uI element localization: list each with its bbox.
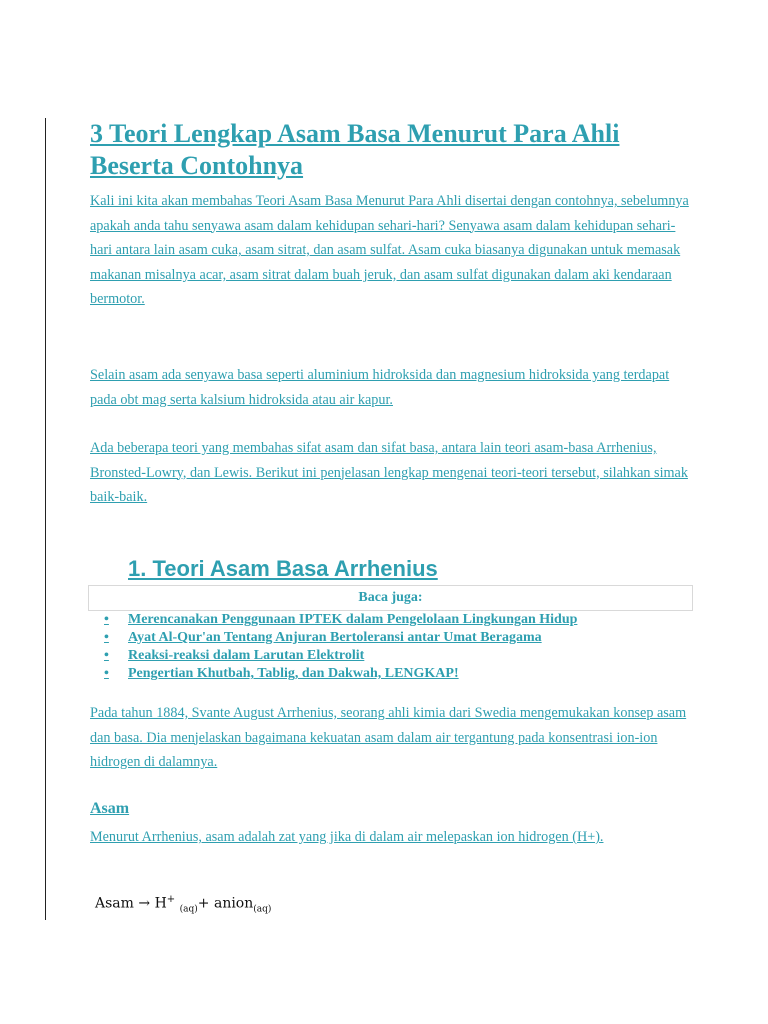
intro-paragraph[interactable]: Kali ini kita akan membahas Teori Asam Basa Menurut Para Ahli disertai dengan contohnya, sebelumnya apakah anda tahu senyawa asam dalam kehidupan sehari-hari? Senyawa asam dalam kehidupan sehari-hari antara lain asam cuka, asam sitrat, dan asam sulfat. Asam cuka biasanya digunakan untuk memasak makanan misalnya acar, asam sitrat dalam buah jeruk, dan asam sulfat digunakan dalam aki kendaraan bermotor. — [90, 193, 689, 308]
basa-paragraph[interactable]: Selain asam ada senyawa basa seperti aluminium hidroksida dan magnesium hidroksida yang terdapat pada obt mag serta kalsium hidroksida atau air kapur. — [90, 367, 670, 408]
acid-equation — [95, 894, 271, 914]
list-item[interactable] — [104, 629, 684, 647]
asam-definition[interactable]: Menurut Arrhenius, asam adalah zat yang jika di dalam air melepaskan ion hidrogen (H+). — [90, 829, 604, 845]
bullet-icon: • — [104, 612, 109, 627]
section-heading-arrhenius[interactable]: 1. Teori Asam Basa Arrhenius — [128, 556, 438, 581]
teori-paragraph[interactable]: Ada beberapa teori yang membahas sifat asam dan sifat basa, antara lain teori asam-basa Arrhenius, Bronsted-Lowry, dan Lewis. Berikut ini penjelasan lengkap mengenai teori-teori tersebut, silahkan simak baik-baik. — [90, 440, 688, 506]
equation-anion: anion — [213, 895, 254, 912]
baca-juga-box — [88, 585, 693, 611]
list-item[interactable] — [104, 665, 684, 683]
list-item[interactable] — [104, 611, 684, 629]
equation-lhs: Asam — [95, 895, 134, 912]
arrhenius-paragraph[interactable]: Pada tahun 1884, Svante August Arrhenius, seorang ahli kimia dari Swedia mengemukakan konsep asam dan basa. Dia menjelaskan bagaimana kekuatan asam dalam air tergantung pada konsentrasi ion-ion hidrogen di dalamnya. — [90, 705, 687, 771]
article — [90, 118, 690, 915]
baca-juga-title: Baca juga: — [358, 590, 423, 605]
equation-h-sup: + — [166, 894, 176, 905]
asam-heading[interactable]: Asam — [90, 800, 130, 817]
equation-anion-sub: (aq) — [253, 904, 272, 915]
article-title[interactable]: 3 Teori Lengkap Asam Basa Menurut Para Ahli Beserta Contohnya — [90, 119, 620, 180]
equation-plus: + — [197, 895, 210, 912]
arrow-icon: → — [138, 895, 151, 912]
bullet-icon: • — [104, 648, 109, 663]
related-link[interactable]: Merencanakan Penggunaan IPTEK dalam Pengelolaan Lingkungan Hidup — [128, 612, 578, 627]
baca-juga-list — [104, 611, 684, 683]
bullet-icon: • — [104, 630, 109, 645]
related-link[interactable]: Ayat Al-Qur'an Tentang Anjuran Bertoleransi antar Umat Beragama — [128, 630, 542, 645]
related-link[interactable]: Reaksi-reaksi dalam Larutan Elektrolit — [128, 648, 365, 663]
related-link[interactable]: Pengertian Khutbah, Tablig, dan Dakwah, LENGKAP! — [128, 666, 459, 681]
equation-h: H — [154, 895, 167, 912]
bullet-icon: • — [104, 666, 109, 681]
list-item[interactable] — [104, 647, 684, 665]
page-margin-line — [45, 118, 46, 920]
equation-h-sub: (aq) — [179, 904, 198, 915]
